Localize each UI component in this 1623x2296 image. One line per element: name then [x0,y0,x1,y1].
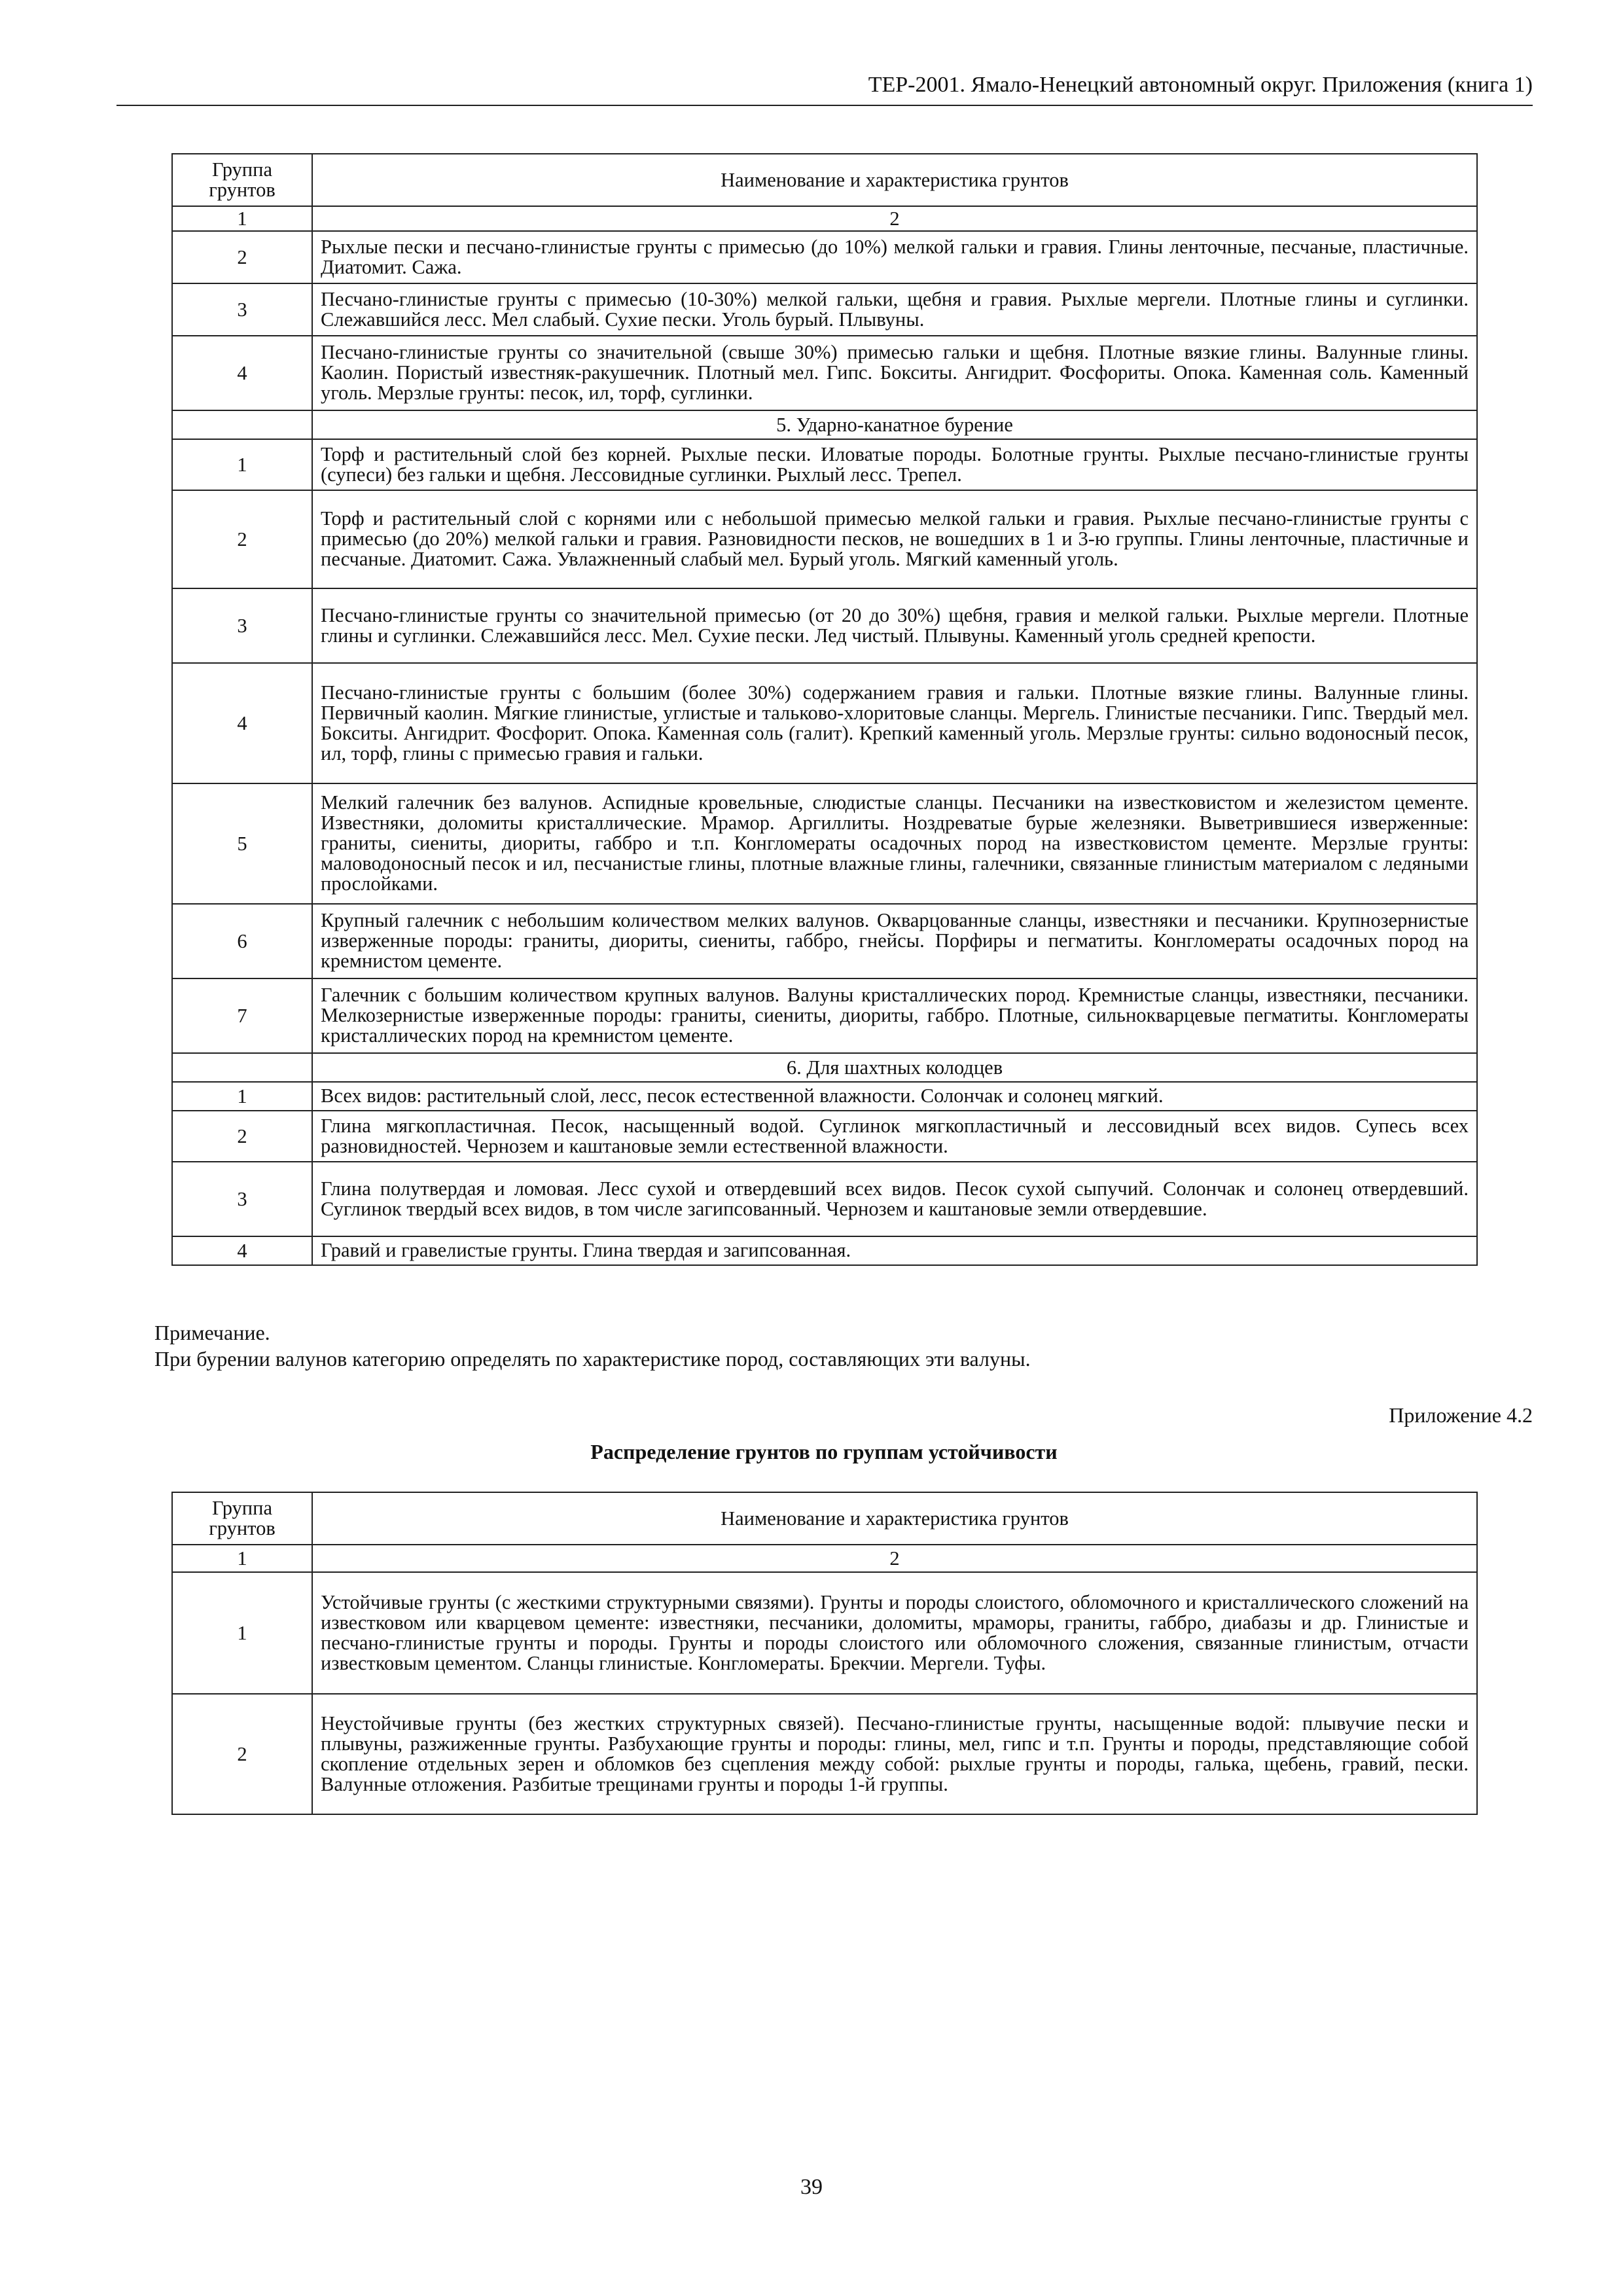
table-row [172,490,1477,588]
group-cell: 7 [172,978,312,1053]
description-cell: Мелкий галечник без валунов. Аспидные кровельные, слюдистые сланцы. Песчаники на известковистом и железистом цементе. Известняки, доломиты кристаллические. Мрамор. Аргиллиты. Ноздреватые бурые железняки. Выветрившиеся изверженные: граниты, сиениты, диориты, габбро и т.п. Конгломераты осадочных пород на известковистом цементе. Мерзлые грунты: маловодоносный песок и ил, песчанистые глины, плотные влажные глины, галечники, связанные глинистым материалом с ледяными прослойками. [312,783,1477,904]
group-cell: 1 [172,1572,312,1694]
description-cell: Всех видов: растительный слой, лесс, песок естественной влажности. Солончак и солонец мягкий. [312,1082,1477,1111]
column-header-group: Группа грунтов [172,1492,312,1545]
group-cell: 2 [172,1694,312,1814]
table-row [172,1694,1477,1814]
description-cell: Глина мягкопластичная. Песок, насыщенный водой. Суглинок мягкопластичный и лессовидный всех видов. Супесь всех разновидностей. Чернозем и каштановые земли естественной влажности. [312,1111,1477,1162]
table-row [172,336,1477,410]
column-header-description: Наименование и характеристика грунтов [312,1492,1477,1545]
table-row [172,1572,1477,1694]
soil-groups-table [171,153,1478,1266]
table-row [172,978,1477,1053]
column-number: 2 [312,206,1477,231]
group-cell: 1 [172,439,312,490]
description-cell: Песчано-глинистые грунты со значительной (свыше 30%) примесью гальки и щебня. Плотные вязкие глины. Валунные глины. Каолин. Пористый известняк-ракушечник. Плотный мел. Гипс. Бокситы. Ангидрит. Фосфориты. Опока. Каменная соль. Каменный уголь. Мерзлые грунты: песок, ил, торф, суглинки. [312,336,1477,410]
group-cell: 2 [172,490,312,588]
note-block [154,1319,1031,1372]
description-cell: Рыхлые пески и песчано-глинистые грунты с примесью (до 10%) мелкой гальки и гравия. Глины ленточные, песчаные, пластичные. Диатомит. Сажа. [312,231,1477,283]
description-cell: Глина полутвердая и ломовая. Лесс сухой и отвердевший всех видов. Песок сухой сыпучий. Солончак и солонец отвердевший. Суглинок твердый всех видов, в том числе загипсованный. Чернозем и каштановые земли отвердевшие. [312,1162,1477,1236]
table-row [172,588,1477,663]
section-title-wells: 6. Для шахтных колодцев [312,1053,1477,1082]
description-cell: Гравий и гравелистые грунты. Глина твердая и загипсованная. [312,1236,1477,1265]
column-number: 2 [312,1545,1477,1572]
group-cell: 4 [172,336,312,410]
table-row [172,231,1477,283]
page-number: 39 [800,2175,823,2199]
section-heading: Распределение грунтов по группам устойчивости [590,1440,1058,1463]
running-header: ТЕР-2001. Ямало-Ненецкий автономный округ. Приложения (книга 1) [868,73,1533,97]
header-rule [116,105,1533,106]
note-title: Примечание. [154,1321,270,1344]
section-spacer [172,1053,312,1082]
column-header-group: Группа грунтов [172,154,312,206]
column-number: 1 [172,206,312,231]
group-cell: 6 [172,904,312,978]
group-cell: 4 [172,663,312,783]
description-cell: Крупный галечник с небольшим количеством мелких валунов. Окварцованные сланцы, известняки и песчаники. Крупнозернистые изверженные породы: граниты, диориты, сиениты, габбро, гнейсы. Порфиры и пегматиты. Конгломераты осадочных пород на кремнистом цементе. [312,904,1477,978]
table-row [172,1082,1477,1111]
section-title-drilling: 5. Ударно-канатное бурение [312,410,1477,439]
group-cell: 3 [172,283,312,336]
group-cell: 1 [172,1082,312,1111]
note-text: При бурении валунов категорию определять по характеристике пород, составляющих эти валуны. [154,1347,1031,1371]
group-cell: 2 [172,231,312,283]
group-cell: 3 [172,588,312,663]
description-cell: Песчано-глинистые грунты с примесью (10-30%) мелкой гальки, щебня и гравия. Рыхлые мергели. Плотные глины и суглинки. Слежавшийся лесс. Мел слабый. Сухие пески. Уголь бурый. Плывуны. [312,283,1477,336]
table-row [172,1236,1477,1265]
table-row [172,904,1477,978]
group-cell: 3 [172,1162,312,1236]
table-row [172,783,1477,904]
description-cell: Песчано-глинистые грунты со значительной примесью (от 20 до 30%) щебня, гравия и мелкой гальки. Рыхлые мергели. Плотные глины и суглинки. Слежавшийся лесс. Мел. Сухие пески. Лед чистый. Плывуны. Каменный уголь средней крепости. [312,588,1477,663]
group-cell: 2 [172,1111,312,1162]
table-row [172,283,1477,336]
table-row [172,439,1477,490]
description-cell: Песчано-глинистые грунты с большим (более 30%) содержанием гравия и гальки. Плотные вязкие глины. Валунные глины. Первичный каолин. Мягкие глинистые, углистые и тальково-хлоритовые сланцы. Мергель. Глинистые песчаники. Гипс. Твердый мел. Бокситы. Ангидрит. Фосфорит. Опока. Каменная соль (галит). Крепкий каменный уголь. Мерзлые грунты: сильно водоносный песок, ил, торф, глины с примесью гравия и гальки. [312,663,1477,783]
group-cell: 5 [172,783,312,904]
description-cell: Неустойчивые грунты (без жестких структурных связей). Песчано-глинистые грунты, насыщенные водой: плывучие пески и плывуны, разжиженные грунты. Разбухающие грунты и породы: глины, мел, гипс и т.п. Грунты и породы, представляющие собой скопление отдельных зерен и обломков без сцепления между собой: рыхлые грунты и породы, галька, щебень, гравий, пески. Валунные отложения. Разбитые трещинами грунты и породы 1-й группы. [312,1694,1477,1814]
description-cell: Торф и растительный слой с корнями или с небольшой примесью мелкой гальки и гравия. Рыхлые песчано-глинистые грунты с примесью (до 20%) мелкой гальки и гравия. Разновидности песков, не вошедших в 1 и 3-ю группы. Глины ленточные, пластичные и песчаные. Диатомит. Сажа. Увлажненный слабый мел. Бурый уголь. Мягкий каменный уголь. [312,490,1477,588]
description-cell: Галечник с большим количеством крупных валунов. Валуны кристаллических пород. Кремнистые сланцы, известняки, песчаники. Мелкозернистые изверженные породы: граниты, сиениты, диориты, габбро. Плотные, сильнокварцевые пегматиты. Конгломераты кристаллических пород на кремнистом цементе. [312,978,1477,1053]
column-header-description: Наименование и характеристика грунтов [312,154,1477,206]
table-row [172,1162,1477,1236]
appendix-label: Приложение 4.2 [1389,1403,1533,1427]
description-cell: Устойчивые грунты (с жесткими структурными связями). Грунты и породы слоистого, обломочного и кристаллического сложений на известковом или кварцевом цементе: известняки, песчаники, доломиты, мраморы, граниты, габбро, диабазы и др. Глинистые и песчано-глинистые грунты и породы. Грунты и породы слоистого или обломочного сложения, связанные глинистым, отчасти известковым цементом. Сланцы глинистые. Конгломераты. Брекчии. Мергели. Туфы. [312,1572,1477,1694]
stability-groups-table [171,1492,1478,1815]
column-number: 1 [172,1545,312,1572]
section-spacer [172,410,312,439]
description-cell: Торф и растительный слой без корней. Рыхлые пески. Иловатые породы. Болотные грунты. Рыхлые песчано-глинистые грунты (супеси) без гальки и щебня. Лессовидные суглинки. Рыхлый лесс. Трепел. [312,439,1477,490]
group-cell: 4 [172,1236,312,1265]
table-row [172,663,1477,783]
table-row [172,1111,1477,1162]
